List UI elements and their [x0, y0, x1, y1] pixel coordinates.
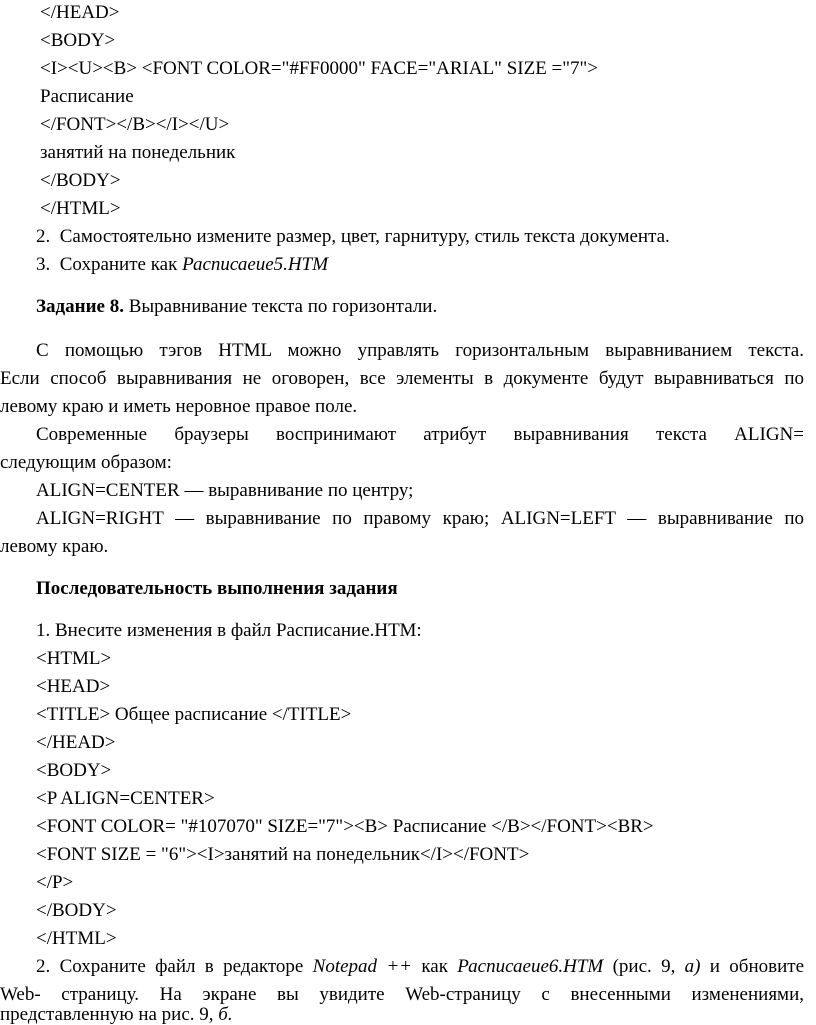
paragraph-line: Современные браузеры воспринимают атрибут выравнивания текста ALIGN= — [36, 424, 804, 445]
code-line: <I><U><B> <FONT COLOR="#FF0000" FACE="ARIAL" SIZE ="7"> — [40, 58, 598, 79]
step-number: 2. — [36, 226, 51, 247]
paragraph-line: левому краю и иметь неровное правое поле. — [0, 396, 358, 417]
figure-ref: б. — [218, 1004, 233, 1025]
figure-ref: а) — [684, 956, 701, 977]
code-line: <HTML> — [36, 648, 112, 669]
sequence-heading: Последовательность выполнения задания — [36, 578, 398, 599]
code-line: занятий на понедельник — [40, 142, 236, 163]
final-paragraph-line — [0, 1006, 233, 1023]
paragraph-line: С помощью тэгов HTML можно управлять горизонтальным выравниванием текста. — [36, 340, 804, 361]
code-line: <TITLE> Общее расписание </TITLE> — [36, 704, 352, 725]
task-8-heading — [36, 296, 437, 318]
step-3 — [36, 254, 328, 276]
code-line: </BODY> — [36, 900, 117, 921]
align-center-line: ALIGN=CENTER — выравнивание по центру; — [36, 480, 414, 501]
align-right-line: ALIGN=RIGHT — выравнивание по правому краю; ALIGN=LEFT — выравнивание по — [36, 508, 804, 529]
code-line: <P ALIGN=CENTER> — [36, 788, 215, 809]
code-line: </FONT></B></I></U> — [40, 114, 230, 135]
task-label: Задание 8. — [36, 296, 124, 317]
code-line: Расписание — [40, 86, 134, 107]
code-line: </HEAD> — [36, 732, 116, 753]
text-run: и обновите — [700, 956, 804, 977]
code-line: </HTML> — [40, 198, 121, 219]
code-line: </HTML> — [36, 928, 117, 949]
task-title: Выравнивание текста по горизонтали. — [123, 296, 438, 317]
align-right-line: левому краю. — [0, 536, 109, 557]
code-line: <BODY> — [40, 30, 116, 51]
paragraph-line: Если способ выравнивания не оговорен, все элементы в документе будут выравниваться по — [0, 368, 804, 389]
final-paragraph-line — [36, 956, 804, 978]
step-1: 1. Внесите изменения в файл Расписание.НТМ: — [36, 620, 422, 641]
file-name: Расписаеие5.НТМ — [182, 254, 329, 275]
final-paragraph-line: Web- страницу. На экране вы увидите Web-страницу с внесенными изменениями, — [0, 984, 804, 1005]
code-line: </P> — [36, 872, 74, 893]
code-line: <HEAD> — [36, 676, 111, 697]
text-run: (рис. 9, — [603, 956, 685, 977]
code-line: <FONT SIZE = "6"><I>занятий на понедельник</I></FONT> — [36, 844, 530, 865]
code-line: </HEAD> — [40, 2, 120, 23]
step-text: Самостоятельно измените размер, цвет, гарнитуру, стиль текста документа. — [59, 226, 670, 247]
paragraph-line: следующим образом: — [0, 452, 172, 473]
code-line: <BODY> — [36, 760, 112, 781]
text-run: как — [412, 956, 458, 977]
app-name: Notepad ++ — [312, 956, 413, 977]
code-line: </BODY> — [40, 170, 121, 191]
step-text: Сохраните как — [59, 254, 183, 275]
file-name: Расписаеие6.НТМ — [457, 956, 604, 977]
step-number: 3. — [36, 254, 51, 275]
text-run: представленную на рис. 9, — [0, 1004, 219, 1025]
step-2 — [36, 226, 670, 248]
code-line: <FONT COLOR= "#107070" SIZE="7"><B> Расписание </B></FONT><BR> — [36, 816, 654, 837]
text-run: 2. Сохраните файл в редакторе — [36, 956, 313, 977]
